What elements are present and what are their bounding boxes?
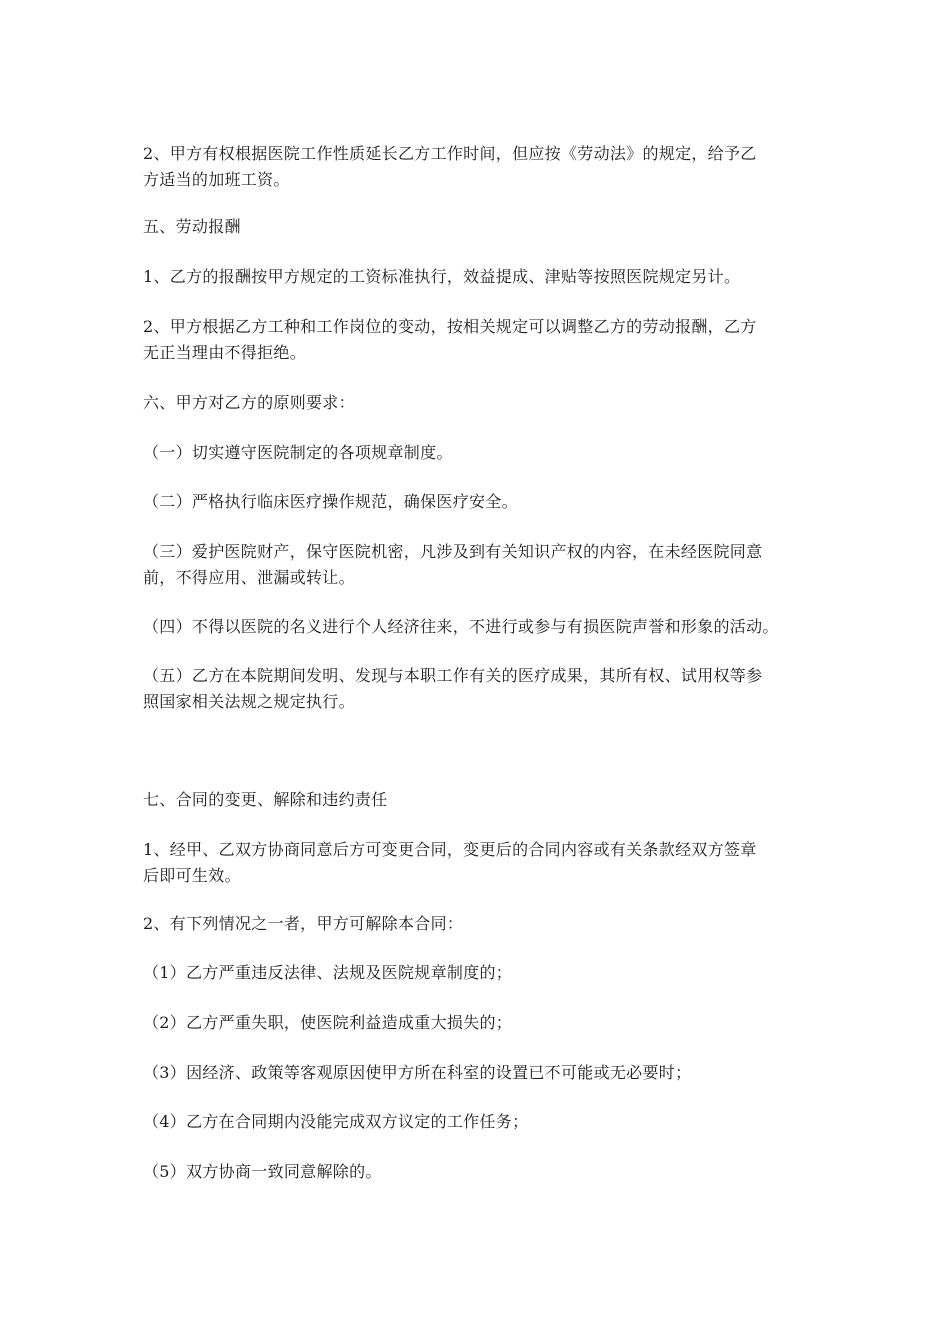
paragraph-termination-intro xyxy=(143,911,815,937)
paragraph-overtime xyxy=(143,141,815,193)
termination-item-5 xyxy=(143,1159,815,1185)
paragraph-line: 2、甲方根据乙方工种和工作岗位的变动，按相关规定可以调整乙方的劳动报酬，乙方 xyxy=(143,317,757,336)
paragraph-salary-adjust xyxy=(143,314,815,366)
paragraph-line: 方适当的加班工资。 xyxy=(143,170,290,189)
termination-item-3 xyxy=(143,1060,815,1086)
paragraph-line: （一）切实遵守医院制定的各项规章制度。 xyxy=(143,443,453,462)
paragraph-line: （3）因经济、政策等客观原因使甲方所在科室的设置已不可能或无必要时； xyxy=(143,1063,692,1082)
paragraph-line: 2、有下列情况之一者，甲方可解除本合同： xyxy=(143,914,464,933)
paragraph-line: 后即可生效。 xyxy=(143,866,241,885)
paragraph-line: 2、甲方有权根据医院工作性质延长乙方工作时间，但应按《劳动法》的规定，给予乙 xyxy=(143,144,757,163)
paragraph-line: （四）不得以医院的名义进行个人经济往来，不进行或参与有损医院声誉和形象的活动。 xyxy=(143,617,779,636)
paragraph-line: （二）严格执行临床医疗操作规范，确保医疗安全。 xyxy=(143,492,518,511)
paragraph-line: 1、经甲、乙双方协商同意后方可变更合同，变更后的合同内容或有关条款经双方签章 xyxy=(143,840,757,859)
termination-item-4 xyxy=(143,1109,815,1135)
paragraph-contract-change xyxy=(143,837,815,889)
requirement-item-1 xyxy=(143,440,815,466)
paragraph-line: （2）乙方严重失职，使医院利益造成重大损失的； xyxy=(143,1013,513,1032)
paragraph-line: （5）双方协商一致同意解除的。 xyxy=(143,1162,382,1181)
requirement-item-2 xyxy=(143,489,815,515)
heading-text: 七、合同的变更、解除和违约责任 xyxy=(143,790,388,809)
heading-text: 五、劳动报酬 xyxy=(143,217,241,236)
heading-text: 六、甲方对乙方的原则要求： xyxy=(143,393,355,412)
requirement-item-3 xyxy=(143,539,815,591)
paragraph-salary xyxy=(143,264,815,290)
section-heading-5 xyxy=(143,214,815,240)
requirement-item-4 xyxy=(143,614,815,640)
section-heading-6 xyxy=(143,390,815,416)
termination-item-2 xyxy=(143,1010,815,1036)
paragraph-line: 前，不得应用、泄漏或转让。 xyxy=(143,568,355,587)
paragraph-line: （1）乙方严重违反法律、法规及医院规章制度的； xyxy=(143,963,513,982)
section-heading-7 xyxy=(143,787,815,813)
paragraph-line: （三）爱护医院财产，保守医院机密，凡涉及到有关知识产权的内容，在未经医院同意 xyxy=(143,542,763,561)
requirement-item-5 xyxy=(143,663,815,715)
paragraph-line: （4）乙方在合同期内没能完成双方议定的工作任务； xyxy=(143,1112,529,1131)
paragraph-line: （五）乙方在本院期间发明、发现与本职工作有关的医疗成果，其所有权、试用权等参 xyxy=(143,666,763,685)
paragraph-line: 1、乙方的报酬按甲方规定的工资标准执行，效益提成、津贴等按照医院规定另计。 xyxy=(143,267,741,286)
paragraph-line: 照国家相关法规之规定执行。 xyxy=(143,692,355,711)
paragraph-line: 无正当理由不得拒绝。 xyxy=(143,343,307,362)
termination-item-1 xyxy=(143,960,815,986)
